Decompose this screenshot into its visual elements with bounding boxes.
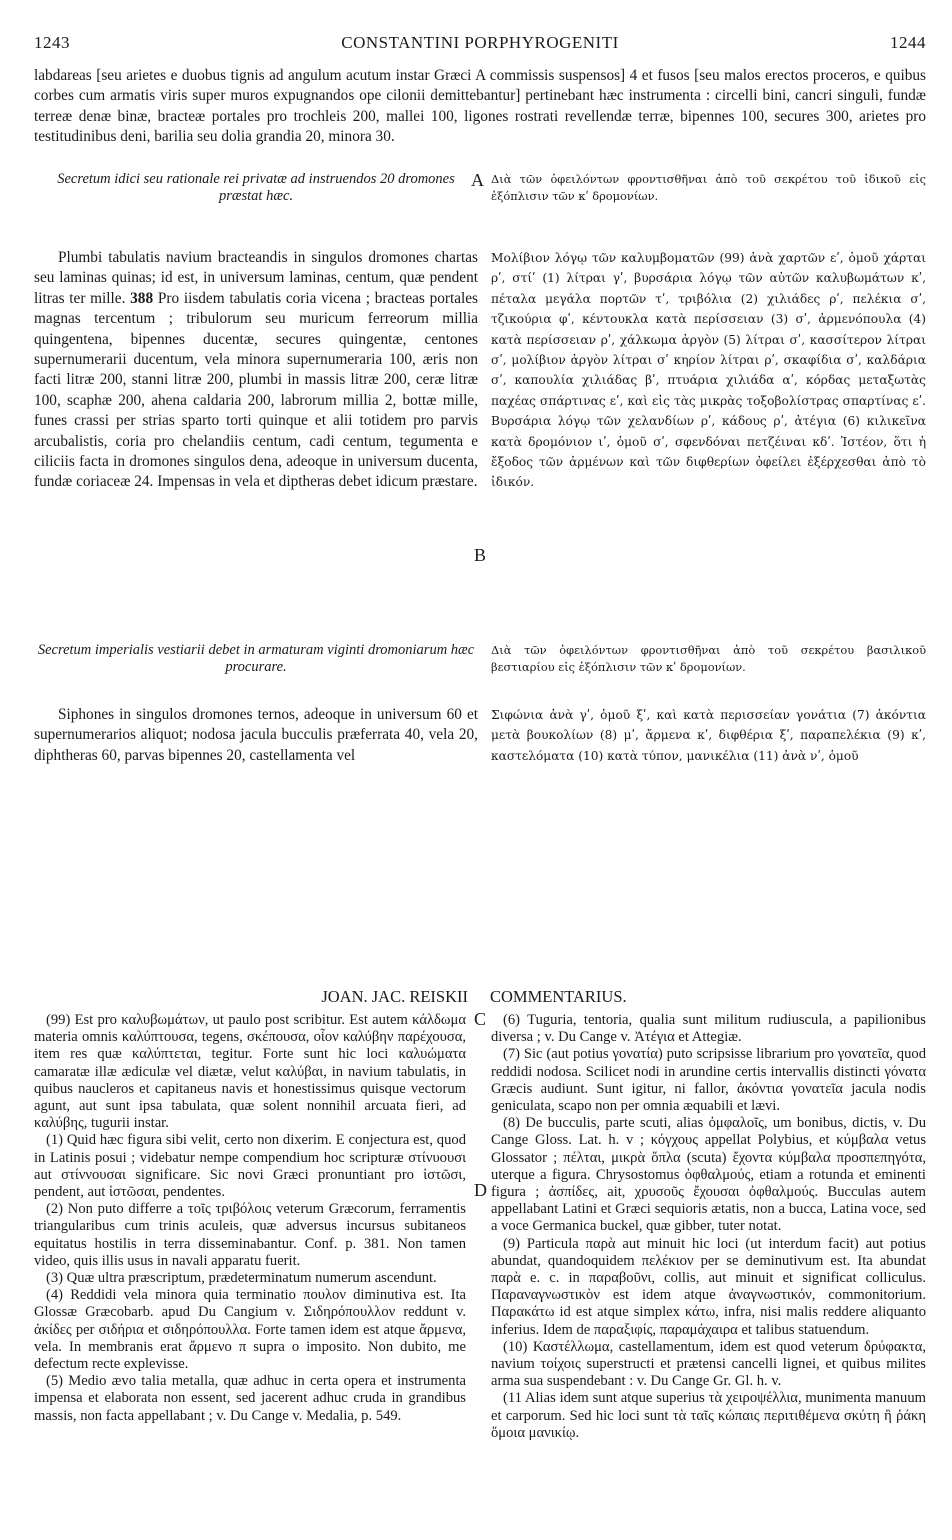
margin-letter-c: C bbox=[474, 1009, 487, 1029]
note-5: (5) Medio ævo talia metalla, quæ adhuc in certa opera et instrumenta impensa et elaborata non essent, sed jacerent adhuc cruda in grandibus massis, non facta appellabant ; v. Du Cange v. Medalia, p. 549. bbox=[34, 1373, 466, 1424]
note-10: (10) Καστέλλωμα, castellamentum, idem est quod veterum δρύφακτα, navium τοίχοις superstructi et prætensi cancelli lignei, et quibus milites arma sua suspendebant : v. Du Cange Gr. Gl. h. v. bbox=[491, 1338, 926, 1390]
page-number-left: 1243 bbox=[34, 33, 70, 52]
note-7: (7) Sic (aut potius γονατία) puto scripsisse librarium pro γονατεῖα, quod reddidi nodosa. Scilicet nodi in arundine certis intervallis distincti γόνατα Græcis audiunt. Sunt igitur, ni fallor, ἀκόντια γονατεῖα jacula nodis geniculata, scapo non per omnia æquabili et lævi. bbox=[491, 1046, 926, 1115]
note-11: (11 Alias idem sunt atque superius τὰ χειροψέλλια, munimenta manuum et carporum. Sed hic loci sunt τὰ ταῖς κώπαις περιτιθέμενα σκύτη ἢ ῥάκη ὅμοια μανικίῳ. bbox=[491, 1390, 926, 1441]
section1-greek-text: Μολίβιον λόγῳ τῶν καλυμβοματῶν (99) ἀνὰ χαρτῶν εʹ, ὁμοῦ χάρται ρʹ, στίʹ (1) λίτραι γʹ, βυρσάρια λόγῳ τῶν αὐτῶν καλυβωμάτων κʹ, πέταλα μεγάλα πορτῶν τʹ, τριβόλια (2) χιλιάδες ρʹ, πελέκια σʹ, τζικούρια φʹ, κέντουκλα κατὰ περίσσειαν (3) σʹ, ἀρμενόπουλα (4) κατὰ περίσσειαν ρʹ, χάλκωμα ἀργὸν (5) λίτραι σʹ, κασσίτερον λίτραι σʹ, μολίβιον ἀργὸν λίτραι σʹ κηρίον λίτραι ρʹ, σκαφίδια σʹ, καλδάρια σʹ, καπουλία χιλιάδας βʹ, πτυάρια χιλιάδα αʹ, κόρδας μεταξωτὰς παχέας σπάρτινας εʹ, καὶ εἰς τὰς μικρὰς τοξοβολίστρας σπαρτίνας εʹ. Βυρσάρια λόγῳ τῶν χελανδίων ρʹ, κάδους ρʹ, ἀτέγια (6) κιλικεῖνα κατὰ δρομόνιον ιʹ, ὁμοῦ σʹ, σφενδόναι πετζέιναι κδʹ. Ἰστέον, ὅτι ἡ ἔξοδος τῶν ἀρμένων καὶ τῶν διφθερίων ὀφείλει ἐξέρχεσθαι ἀπὸ τὸ ἰδικόν. bbox=[491, 251, 926, 490]
page-number-right: 1244 bbox=[890, 33, 926, 52]
commentary-author: JOAN. JAC. REISKII bbox=[321, 987, 468, 1006]
margin-letter-d: D bbox=[474, 1180, 487, 1200]
commentary-title: COMMENTARIUS. bbox=[490, 987, 627, 1006]
note-99: (99) Est pro καλυβωμάτων, ut paulo post scribitur. Est autem κάλδωμα materia omnis καλύπτουσα, tegens, σκέπουσα, οἷον καλύβην παρέχουσα, item res quæ καλύπτεται, tegitur. Forte sunt hic loci καλυώματα camaratæ illæ ædiculæ vel diætæ, velut καλύβαι, in navium tabulatis, in quibus naucleros et capitaneus navis et honestissimus quisque vectorum agunt, aut sunt ipsa tabulata, quæ solent nonnihil arcuata fieri, ad καλύβης, tugurii instar. bbox=[34, 1012, 466, 1132]
note-4: (4) Reddidi vela minora quia terminatio πουλον diminutiva est. Ita Glossæ Græcobarb. apud Du Cangium v. Σιδηρόπουλλον reddunt v. ἀκίδες per σιδήρια et σιδηρόπουλλα. Forte tamen idem est atque ἄρμενα, vela. In membranis erat ἄρμενο π supra o imposito. Non dubito, me defectum recte explevisse. bbox=[34, 1287, 466, 1373]
notes-left-column bbox=[34, 1012, 466, 1425]
note-8: (8) De bucculis, parte scuti, alias ὀμφαλοῖς, um bonibus, dictis, v. Du Cange Gloss. Lat. h. v ; κόγχους appellat Polybius, et κύμβαλα vetus Glossator ; πέλται, μικρὰ ὅπλα (scuta) ἔχοντα κύμβαλα προσπεπηγότα, uterque a figura. Chrysostomus ὀφθαλμούς, etiam a rotunda et eminenti figura ; ἀσπίδες, ait, χρυσοῦς ἔχουσαι ὀφθαλμούς. Bucculas autem appellabant Latini et Græci sequioris ætatis, non a bucca, Latina voce, sed a voce Germanica buckel, quæ gibber, tuter notat. bbox=[491, 1115, 926, 1235]
section1-latin-heading: Secretum idici seu rationale rei privatæ ad instruendos 20 dromones præstat hæc. bbox=[57, 171, 455, 204]
section1-latin-text bbox=[34, 248, 478, 493]
section2-greek-text: Σιφώνια ἀνὰ γʹ, ὁμοῦ ξʹ, καὶ κατὰ περισσείαν γονάτια (7) ἀκόντια μετὰ βουκολίων (8) μʹ, ἄρμενα κʹ, διφθέρια ξʹ, παραπελέκια (9) κʹ, καστελόματα (10) κατὰ τύπον, μανικέλια (11) ἀνὰ νʹ, ὁμοῦ bbox=[491, 708, 926, 763]
notes-right-column bbox=[491, 1012, 926, 1442]
margin-letter-b: B bbox=[474, 545, 487, 565]
section1-latin-text-part2: Pro iisdem tabulatis coria vicena ; bracteas portales magnas tercentum ; tribulorum seu muricum ferreorum millia quingentena, bipennes ducentæ, secures quingentæ, centones supernumerarii ducentum, vela minora supernumeraria 100, æris non facti litræ 200, stanni litræ 200, plumbi in massis litræ 200, ceræ litræ 100, scaphæ 200, ahena caldaria 200, labrorum millia 2, bottæ mille, funes crassi per strias sparto torti quinque et alii totidem pro parvis arcubalistis, coria pro chelandiis centum, cadi centum, tegumenta e ciliciis facta in dromones singulos dena, adeoque in universum ducenta, fundæ coriaceæ 24. Impensas in vela et diptheras debet idicum præstare. bbox=[34, 289, 479, 491]
running-title: CONSTANTINI PORPHYROGENITI bbox=[341, 33, 619, 52]
section1-greek-heading: Διὰ τῶν ὀφειλόντων φροντισθῆναι ἀπὸ τοῦ σεκρέτου τοῦ ἰδικοῦ εἰς ἐξόπλισιν τῶν κʹ δρομονίων. bbox=[491, 172, 926, 203]
page bbox=[34, 0, 926, 1540]
section1-latin-text-part1: Plumbi tabulatis navium bracteandis in singulos dromones chartas seu laminas quinas; id est, in universum laminas, centum, quæ pendent litras ter mille. bbox=[34, 249, 478, 307]
section2-latin-heading: Secretum imperialis vestiarii debet in armaturam viginti dromoniarum hæc procurare. bbox=[37, 642, 475, 675]
note-3: (3) Quæ ultra præscriptum, prædeterminatum numerum ascendunt. bbox=[46, 1270, 437, 1287]
section1-page-marker: 388 bbox=[130, 289, 154, 307]
section2-latin-text bbox=[34, 705, 478, 766]
note-9: (9) Particula παρὰ aut minuit hic loci (ut interdum facit) aut potius abundat, quandoquidem πελέκιον per se deminutivum est. Ita abundat παρὰ e. c. in παραβοῦνι, collis, aut minuit et significat colliculus. Παραναγνωστικὸν est idem atque ἀναγνωστικόν, commonitorium. Παρακάτω id est atque simplex κάτω, infra, nisi malis reddere aliquanto inferius. Idem de παραξιφίς, παραμάχαιρα et talibus statuendum. bbox=[491, 1235, 926, 1338]
section2-greek-heading: Διὰ τῶν ὀφειλόντων φροντισθῆναι ἀπὸ τοῦ σεκρέτου βασιλικοῦ βεστιαρίου εἰς ἐξόπλισιν τῶν κʹ δρομονίων. bbox=[491, 643, 926, 674]
intro-paragraph: labdareas [seu arietes e duobus tignis ad angulum acutum instar Græci A commissis suspensos] 4 et fusos [seu malos erectos proceros, e quibus corbes cum armatis viris super muros expugnandos ope cilonii demittebantur] pertinebant hæc instrumenta : circelli bini, cancri singuli, fundæ terreæ denæ binæ, bracteæ portales pro trochleis 200, mallei 100, ligones rostrati revellendæ terræ, bipennes 100, secures 300, arietes pro testitudinibus deni, barilia seu dolia grandia 20, minora 30. bbox=[34, 67, 926, 146]
note-6: (6) Tuguria, tentoria, qualia sunt militum rudiuscula, a papilionibus diversa ; v. Du Cange v. Ἀτέγια et Attegiæ. bbox=[491, 1012, 926, 1046]
running-head bbox=[34, 33, 926, 57]
commentary-header bbox=[34, 987, 926, 1009]
margin-letter-a: A bbox=[471, 170, 484, 190]
note-2: (2) Non puto differre a τοῖς τριβόλοις veterum Græcorum, ferramentis triangularibus cum trinis aculeis, quæ adversus incursus subitaneos equitatus hostilis in terra disseminabantur. Conf. p. 381. Non tamen video, quis illis usus in navali apparatu fuerit. bbox=[34, 1201, 466, 1269]
note-1: (1) Quid hæc figura sibi velit, certo non dixerim. E conjectura est, quod in Latinis posui ; videbatur nempe compendium hoc scripturæ στίνυουσι aut στίννουσαι significare. Sic novi Græci pronuntiant pro ἱστῶσι, pendent, aut ἱστῶσαι, pendentes. bbox=[34, 1132, 466, 1201]
section2-latin-paragraph: Siphones in singulos dromones ternos, adeoque in universum 60 et supernumerarios aliquot; nodosa jacula bucculis præferrata 40, vela 20, diphtheras 60, parvas bipennes 20, castellamenta vel bbox=[34, 706, 478, 764]
